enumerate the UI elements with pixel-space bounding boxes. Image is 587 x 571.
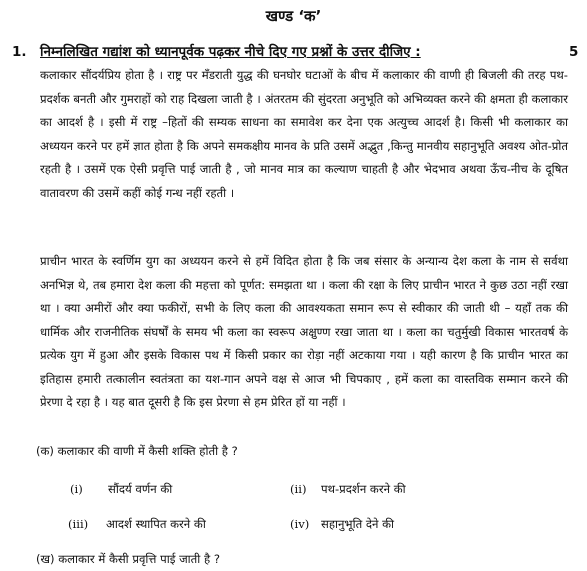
subquestion-label: (ख) xyxy=(36,552,55,566)
option-number: (ii) xyxy=(290,482,307,496)
question-marks: 5 xyxy=(569,44,579,60)
option-iv[interactable] xyxy=(290,514,395,534)
question-number: 1. xyxy=(12,44,27,60)
question-instruction: निम्नलिखित गद्यांश को ध्यानपूर्वक पढ़कर नीचे दिए गए प्रश्नों के उत्तर दीजिए : xyxy=(40,44,421,60)
subquestion-kha xyxy=(36,549,220,569)
subquestion-text: कलाकार की वाणी में कैसी शक्ति होती है ? xyxy=(57,444,238,458)
option-text: पथ-प्रदर्शन करने की xyxy=(321,482,406,496)
option-number: (i) xyxy=(70,482,83,496)
option-i[interactable] xyxy=(70,479,173,499)
subquestion-text: कलाकार में कैसी प्रवृत्ति पाई जाती है ? xyxy=(58,552,220,566)
option-number: (iv) xyxy=(290,517,310,531)
passage-paragraph-1: कलाकार सौंदर्यप्रिय होता है । राष्ट्र पर मँडराती युद्ध की घनघोर घटाओं के बीच में कलाकार की वाणी ही बिजली की तरह पथ- प्रदर्शक बनती और गुमराहों को राह दिखला जाती है । अंतरतम की सुंदरता अनुभूति को अभिव्यक्त करने की क्षमता ही कलाकार का आदर्श है । इसी में राष्ट्र –हितों की सम्यक साधना का समावेश कर देना एक अत्युच्च आदर्श है। किसी भी कलाकार का अध्ययन करने पर हमें ज्ञात होता है कि अपने समकक्षीय मानव के प्रति उसमें अद्भुत ,किन्तु मानवीय सहानुभूति अवश्य ओत-प्रोत रहती है । उसमें एक ऐसी प्रवृत्ति पाई जाती है , जो मानव मात्र का कल्याण चाहती है और भेदभाव अथवा ऊँच-नीच के दूषित वातावरण की उसमें कहीं कोई गन्ध नहीं रहती । xyxy=(40,68,568,200)
option-text: आदर्श स्थापित करने की xyxy=(106,517,206,531)
subquestion-label: (क) xyxy=(36,444,54,458)
option-text: सहानुभूति देने की xyxy=(321,517,395,531)
subquestion-ka xyxy=(36,441,238,461)
option-text: सौंदर्य वर्णन की xyxy=(108,482,173,496)
question-header xyxy=(0,41,587,63)
option-iii[interactable] xyxy=(68,514,206,534)
option-ii[interactable] xyxy=(290,479,406,499)
passage-paragraph-2: प्राचीन भारत के स्वर्णिम युग का अध्ययन करने से हमें विदित होता है कि जब संसार के अन्यान्य देश कला के नाम से सर्वथा अनभिज्ञ थे, तब हमारा देश कला की महत्ता को पूर्णत: समझता था । कला की रक्षा के लिए प्राचीन भारत ने कुछ उठा नहीं रखा था । क्या अमीरों और क्या फकीरों, सभी के लिए कला की आवश्यकता समान रूप से स्वीकार की जाती थी – यहाँ तक की धार्मिक और राजनीतिक संघर्षों के समय भी कला का स्वरूप अक्षुण्ण रखा जाता था । कला का चतुर्मुखी विकास भारतवर्ष के प्रत्येक युग में हुआ और इसके विकास पथ में किसी प्रकार का रोड़ा नहीं अटकाया गया । यही कारण है कि प्राचीन भारत का इतिहास हमारी तत्कालीन स्वतंत्रता का यश-गान अपने वक्ष से आज भी चिपकाए , हमें कला का वास्तविक सम्मान करने की प्रेरणा दे रहा है । यह बात दूसरी है कि इस प्रेरणा से हम प्रेरित हों या नहीं । xyxy=(40,254,568,409)
option-number: (iii) xyxy=(68,517,89,531)
section-title: खण्ड ‘क’ xyxy=(265,7,322,25)
